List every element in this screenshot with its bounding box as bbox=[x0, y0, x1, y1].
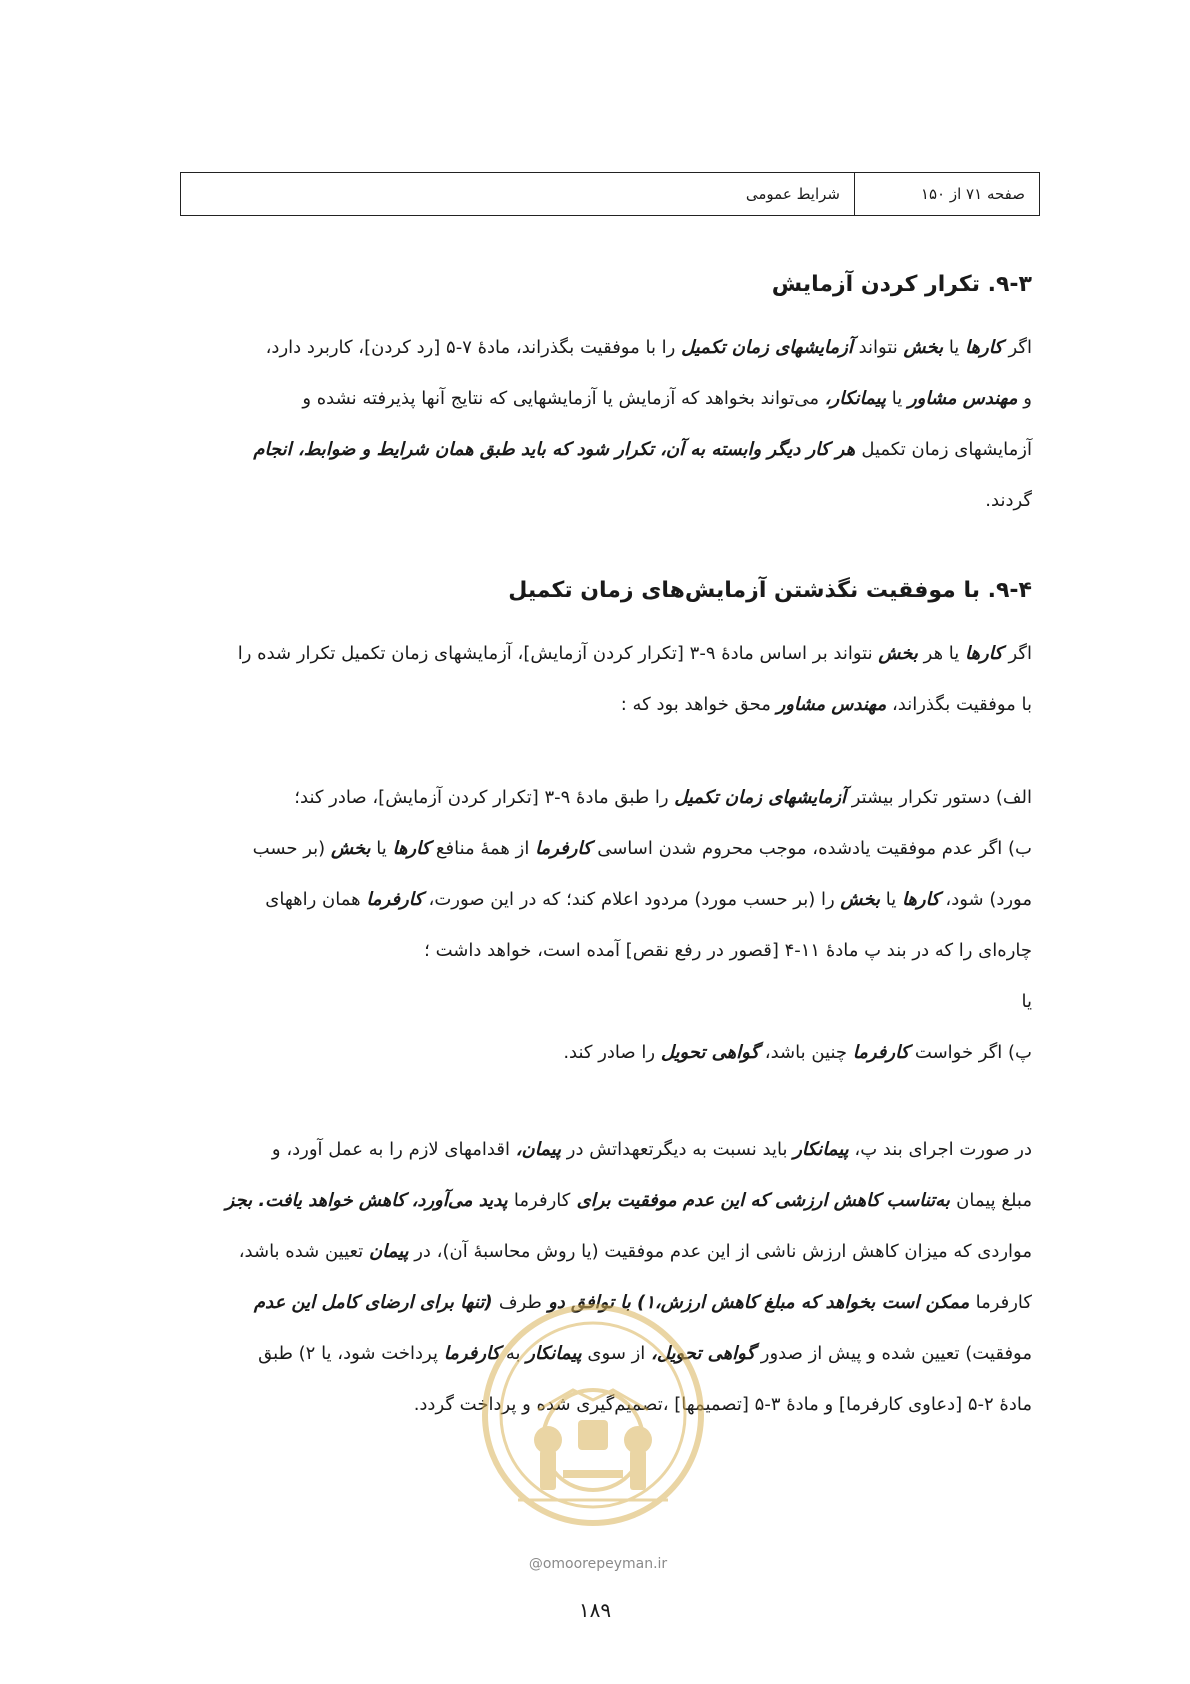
list-items bbox=[158, 772, 1032, 1078]
watermark-seal-logo bbox=[478, 1300, 708, 1530]
text-run: پرداخت شود، یا ۲) طبق bbox=[258, 1343, 444, 1364]
text-line bbox=[158, 373, 1032, 424]
text-run: می‌تواند بخواهد که آزمایش یا آزمایشهایی که نتایج آنها پذیرفته نشده و bbox=[302, 388, 825, 409]
defined-term: کارها bbox=[965, 643, 1003, 664]
text-line bbox=[158, 1175, 1032, 1226]
defined-term: مهندس مشاور bbox=[776, 694, 887, 715]
section-9-4-paragraph bbox=[158, 628, 1032, 730]
text-line bbox=[158, 679, 1032, 730]
section-9-4-heading-block bbox=[158, 578, 1032, 603]
paragraph bbox=[158, 322, 1032, 526]
text-run: الف) دستور تکرار بیشتر bbox=[846, 787, 1032, 808]
text-run: گردند. bbox=[985, 490, 1032, 511]
text-line bbox=[158, 322, 1032, 373]
text-run: طرف bbox=[498, 1292, 542, 1313]
text-line bbox=[158, 424, 1032, 475]
text-run: یا bbox=[370, 838, 393, 859]
remedy-items-list bbox=[158, 772, 1032, 1078]
text-run: مبلغ پیمان bbox=[956, 1190, 1032, 1211]
defined-term: مهندس مشاور bbox=[907, 388, 1018, 409]
text-run: مورد) شود، bbox=[939, 889, 1032, 910]
document-title: شرایط عمومی bbox=[745, 185, 840, 203]
text-line bbox=[158, 475, 1032, 526]
text-run: نتواند bbox=[852, 337, 904, 358]
text-line bbox=[158, 976, 1032, 1027]
section-heading: ۹-۳. تکرار کردن آزمایش bbox=[771, 272, 1032, 297]
text-run: به bbox=[500, 1343, 527, 1364]
section-9-3-heading-block bbox=[158, 272, 1032, 297]
defined-term: پیمان bbox=[368, 1241, 409, 1262]
paragraph bbox=[158, 628, 1032, 730]
defined-term: پدید می‌آورد، کاهش خواهد یافت. بجز bbox=[225, 1190, 514, 1211]
defined-term: کارفرما bbox=[443, 1343, 501, 1364]
text-line bbox=[158, 823, 1032, 874]
text-run: کارفرما bbox=[975, 1292, 1032, 1313]
defined-term: (تنها برای ارضای کامل این عدم bbox=[253, 1292, 499, 1313]
text-run: در صورت اجرای بند پ، bbox=[848, 1139, 1032, 1160]
page-count-label: صفحه ۷۱ از ۱۵۰ bbox=[854, 173, 1039, 215]
text-run: باید نسبت به دیگرتعهداتش در bbox=[561, 1139, 794, 1160]
text-line bbox=[158, 628, 1032, 679]
watermark-url: @omoorepeyman.ir bbox=[528, 1556, 668, 1572]
text-run: اگر bbox=[1002, 643, 1032, 664]
defined-term: پیمان، bbox=[515, 1139, 562, 1160]
text-run: از سوی bbox=[581, 1343, 652, 1364]
defined-term: آزمایشهای زمان تکمیل bbox=[674, 787, 846, 808]
defined-term: پیمانکار bbox=[526, 1343, 582, 1364]
text-line bbox=[158, 874, 1032, 925]
text-run: اقدامهای لازم را به عمل آورد، و bbox=[271, 1139, 516, 1160]
text-run: یا bbox=[1021, 991, 1032, 1012]
section-heading: ۹-۴. با موفقیت نگذشتن آزمایش‌های زمان تکمیل bbox=[508, 578, 1032, 603]
text-run: تعیین شده باشد، bbox=[238, 1241, 369, 1262]
text-run: از همهٔ منافع bbox=[430, 838, 536, 859]
text-run: کارفرما bbox=[513, 1190, 571, 1211]
text-run: را با موفقیت بگذراند، مادهٔ ۷-۵ [رد کردن]، کاربرد دارد، bbox=[265, 337, 682, 358]
section-9-3-paragraph bbox=[158, 322, 1032, 526]
defined-term: هر کار دیگر وابسته به آن، تکرار شود که باید طبق همان شرایط و ضوابط، انجام bbox=[253, 439, 862, 460]
text-run: را صادر کند. bbox=[563, 1042, 661, 1063]
text-run: موفقیت) تعیین شده و پیش از صدور bbox=[755, 1343, 1032, 1364]
text-run: و bbox=[1017, 388, 1032, 409]
text-run: نتواند بر اساس مادهٔ ۹-۳ [تکرار کردن آزمایش]، آزمایشهای زمان تکمیل تکرار شده را bbox=[237, 643, 879, 664]
text-run: اگر bbox=[1002, 337, 1032, 358]
defined-term: کارها bbox=[901, 889, 940, 910]
defined-term: کارفرما bbox=[852, 1042, 910, 1063]
text-run: همان راههای bbox=[265, 889, 367, 910]
page-number: ۱۸۹ bbox=[578, 1598, 612, 1622]
defined-term: بخش bbox=[840, 889, 880, 910]
text-line bbox=[158, 772, 1032, 823]
defined-term: بخش bbox=[330, 838, 371, 859]
text-run: یا bbox=[886, 388, 908, 409]
text-line bbox=[158, 1226, 1032, 1277]
defined-term: کارفرما bbox=[535, 838, 592, 859]
text-run: محق خواهد بود که : bbox=[620, 694, 777, 715]
text-run: پ) اگر خواست bbox=[909, 1042, 1032, 1063]
text-run: مادهٔ ۲-۵ [دعاوی کارفرما] و مادهٔ ۳-۵ [تصمیمها] ،تصمیم‌گیری شده و پرداخت گردد. bbox=[413, 1394, 1032, 1415]
text-line bbox=[158, 1027, 1032, 1078]
text-line bbox=[158, 925, 1032, 976]
defined-term: بخش bbox=[878, 643, 918, 664]
defined-term: پیمانکار، bbox=[824, 388, 886, 409]
text-run: را (بر حسب مورد) مردود اعلام کند؛ که در این صورت، bbox=[422, 889, 841, 910]
defined-term: گواهی تحویل، bbox=[651, 1343, 756, 1364]
defined-term: گواهی تحویل bbox=[660, 1042, 760, 1063]
text-run: یا bbox=[943, 337, 966, 358]
text-run: یا bbox=[880, 889, 902, 910]
text-run: (بر حسب bbox=[252, 838, 331, 859]
text-run: یا هر bbox=[917, 643, 966, 664]
defined-term: به‌تناسب کاهش ارزشی که این عدم موفقیت برای bbox=[570, 1190, 957, 1211]
text-run: چاره‌ای را که در بند پ مادهٔ ۱۱-۴ [قصور در رفع نقص] آمده است، خواهد داشت ؛ bbox=[424, 940, 1032, 961]
text-run: آزمایشهای زمان تکمیل bbox=[861, 439, 1032, 460]
defined-term: کارها bbox=[965, 337, 1003, 358]
defined-term: آزمایشهای زمان تکمیل bbox=[681, 337, 853, 358]
defined-term: کارفرما bbox=[366, 889, 423, 910]
page-header bbox=[180, 172, 1040, 216]
defined-term: کارها bbox=[392, 838, 431, 859]
text-line bbox=[158, 1124, 1032, 1175]
defined-term: ممکن است بخواهد که مبلغ کاهش ارزش،۱) با توافق دو bbox=[541, 1292, 976, 1313]
text-run: را طبق مادهٔ ۹-۳ [تکرار کردن آزمایش]، صادر کند؛ bbox=[294, 787, 675, 808]
defined-term: پیمانکار bbox=[793, 1139, 849, 1160]
text-run: چنین باشد، bbox=[759, 1042, 853, 1063]
text-run: با موفقیت بگذراند، bbox=[886, 694, 1032, 715]
defined-term: بخش bbox=[903, 337, 944, 358]
text-run: ب) اگر عدم موفقیت یادشده، موجب محروم شدن اساسی bbox=[591, 838, 1032, 859]
text-run: مواردی که میزان کاهش ارزش ناشی از این عدم موفقیت (یا روش محاسبهٔ آن)، در bbox=[408, 1241, 1032, 1262]
